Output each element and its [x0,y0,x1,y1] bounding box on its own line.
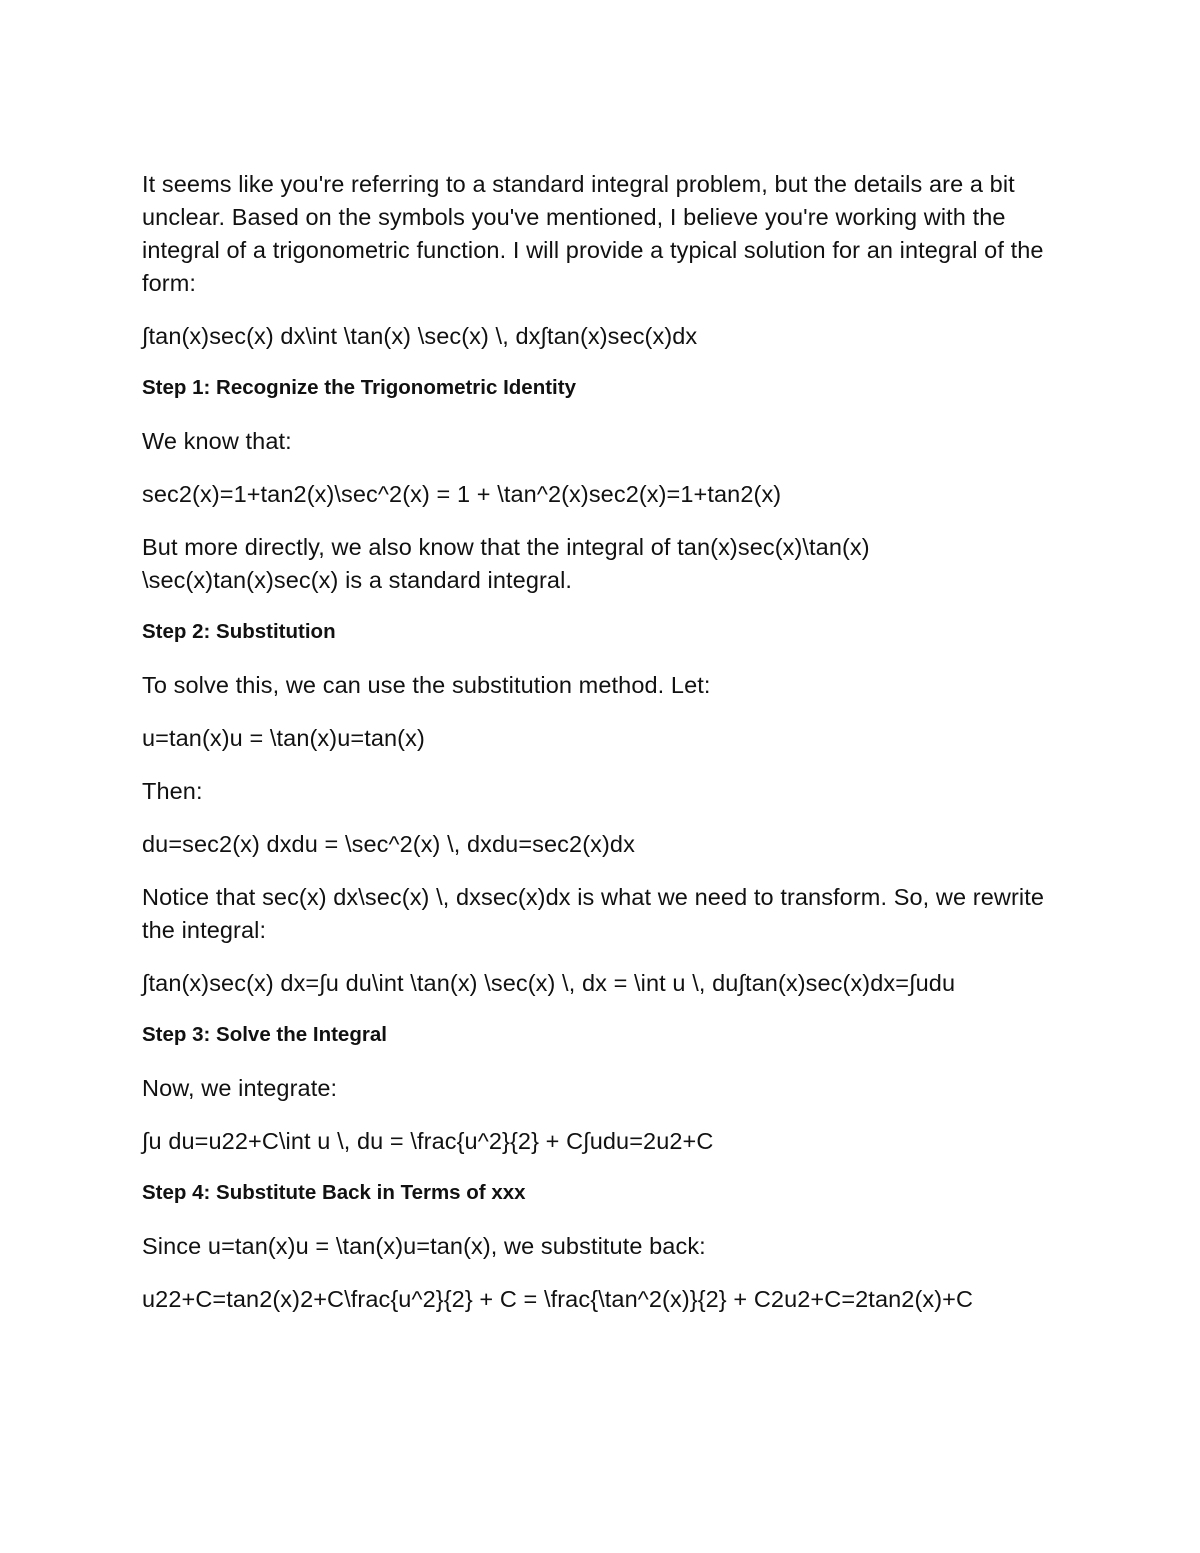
step2-let-u: u=tan(x)u = \tan(x)u=tan(x) [142,725,425,751]
step4-intro: Since u=tan(x)u = \tan(x)u=tan(x), we substitute back: [142,1233,706,1259]
step1-identity: sec2(x)=1+tan2(x)\sec^2(x) = 1 + \tan^2(x)sec2(x)=1+tan2(x) [142,481,782,507]
step3-intro: Now, we integrate: [142,1075,338,1101]
document-body [142,168,1062,1336]
step2-rewrite: ∫tan(x)sec(x) dx=∫u du\int \tan(x) \sec(x) \, dx = \int u \, du∫tan(x)sec(x)dx=∫udu [142,970,956,996]
step3-heading: Step 3: Solve the Integral [142,1023,387,1046]
integral-form: ∫tan(x)sec(x) dx\int \tan(x) \sec(x) \, dx∫tan(x)sec(x)dx [142,323,698,349]
intro-paragraph: It seems like you're referring to a standard integral problem, but the details are a bit unclear. Based on the symbols you've mentioned, I believe you're working with the integral of a trigonometric function. I will provide a typical solution for an integral of the form: [142,171,1044,296]
step2-then: Then: [142,778,203,804]
step2-intro: To solve this, we can use the substitution method. Let: [142,672,711,698]
step4-heading: Step 4: Substitute Back in Terms of xxx [142,1181,526,1204]
step4-final: u22+C=tan2(x)2+C\frac{u^2}{2} + C = \frac{\tan^2(x)}{2} + C2u2+C=2tan2(x)+C [142,1286,974,1312]
step1-we-know: We know that: [142,428,292,454]
step2-notice: Notice that sec(x) dx\sec(x) \, dxsec(x)dx is what we need to transform. So, we rewrite the integral: [142,884,1044,943]
step3-result: ∫u du=u22+C\int u \, du = \frac{u^2}{2} + C∫udu=2u2+C [142,1128,714,1154]
step1-heading: Step 1: Recognize the Trigonometric Identity [142,376,576,399]
step2-du: du=sec2(x) dxdu = \sec^2(x) \, dxdu=sec2(x)dx [142,831,635,857]
step1-more-directly: But more directly, we also know that the integral of tan(x)sec(x)\tan(x) \sec(x)tan(x)sec(x) is a standard integral. [142,534,870,593]
step2-heading: Step 2: Substitution [142,620,336,643]
